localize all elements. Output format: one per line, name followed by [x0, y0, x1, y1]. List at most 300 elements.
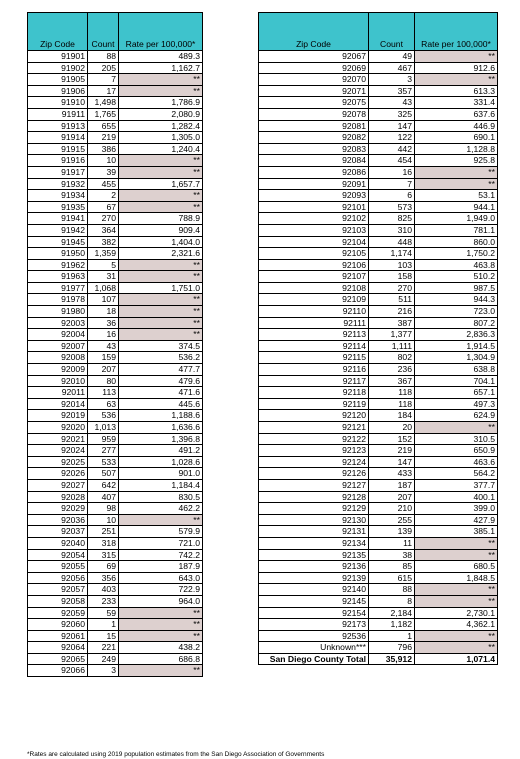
table-row [259, 120, 498, 132]
table-row [28, 352, 203, 364]
zip-cell: 92070 [259, 74, 369, 86]
rate-cell: 399.0 [415, 503, 498, 515]
rate-cell: 637.6 [415, 108, 498, 120]
table-row [259, 607, 498, 619]
zip-cell: 91962 [28, 259, 88, 271]
zip-cell: 92029 [28, 503, 88, 515]
count-cell: 454 [369, 155, 415, 167]
table-row [259, 85, 498, 97]
count-cell: 43 [369, 97, 415, 109]
count-cell: 367 [369, 375, 415, 387]
count-cell: 49 [369, 51, 415, 63]
zip-cell: 92086 [259, 166, 369, 178]
count-cell: 36 [88, 317, 119, 329]
table-row [28, 248, 203, 260]
rate-cell: ** [119, 665, 203, 677]
count-cell: 959 [88, 433, 119, 445]
zip-cell: 92011 [28, 387, 88, 399]
zip-cell: 92037 [28, 526, 88, 538]
zip-cell: 92154 [259, 607, 369, 619]
count-cell: 1,765 [88, 108, 119, 120]
zip-cell: 92060 [28, 619, 88, 631]
rate-cell: 463.6 [415, 456, 498, 468]
rate-cell: 510.2 [415, 271, 498, 283]
count-cell: 147 [369, 120, 415, 132]
rate-cell: ** [415, 595, 498, 607]
count-cell: 825 [369, 213, 415, 225]
count-cell: 17 [88, 85, 119, 97]
table-row [28, 306, 203, 318]
zip-cell: 91911 [28, 108, 88, 120]
table-row [259, 74, 498, 86]
zip-cell: 92083 [259, 143, 369, 155]
count-cell: 3 [88, 665, 119, 677]
zip-cell: 92084 [259, 155, 369, 167]
table-row [28, 166, 203, 178]
rate-cell: 1,657.7 [119, 178, 203, 190]
rate-cell: 445.6 [119, 398, 203, 410]
zip-cell: 92120 [259, 410, 369, 422]
count-cell: 113 [88, 387, 119, 399]
zip-cell: 92010 [28, 375, 88, 387]
table-row [28, 584, 203, 596]
zip-code-header: Zip Code [259, 13, 369, 51]
zip-cell: 92003 [28, 317, 88, 329]
zip-cell: 92173 [259, 619, 369, 631]
rate-cell: 1,028.6 [119, 456, 203, 468]
count-cell: 210 [369, 503, 415, 515]
table-row [28, 74, 203, 86]
table-row [28, 526, 203, 538]
table-row [28, 224, 203, 236]
table-row [259, 178, 498, 190]
rate-cell: 704.1 [415, 375, 498, 387]
zip-cell: 91914 [28, 132, 88, 144]
count-cell: 122 [369, 132, 415, 144]
zip-cell: 91977 [28, 282, 88, 294]
table-row [28, 456, 203, 468]
count-cell: 433 [369, 468, 415, 480]
rate-cell: 901.0 [119, 468, 203, 480]
table-row [259, 108, 498, 120]
count-cell: 533 [88, 456, 119, 468]
table-row [28, 62, 203, 74]
table-row [259, 584, 498, 596]
count-cell: 158 [369, 271, 415, 283]
rate-cell: ** [415, 51, 498, 63]
table-row [259, 329, 498, 341]
zip-cell: 92057 [28, 584, 88, 596]
zip-cell: 92025 [28, 456, 88, 468]
rate-cell: 944.3 [415, 294, 498, 306]
table-row [259, 387, 498, 399]
table-row [28, 236, 203, 248]
zip-cell: 92126 [259, 468, 369, 480]
rate-cell: ** [415, 549, 498, 561]
zip-cell: 92069 [259, 62, 369, 74]
zip-cell: 92103 [259, 224, 369, 236]
rate-cell: 690.1 [415, 132, 498, 144]
zip-cell: 92040 [28, 537, 88, 549]
table-row [259, 549, 498, 561]
table-row [28, 619, 203, 631]
table-row [259, 306, 498, 318]
zip-cell: 92134 [259, 537, 369, 549]
count-cell: 147 [369, 456, 415, 468]
table-row [259, 526, 498, 538]
count-cell: 1,013 [88, 422, 119, 434]
count-cell: 1,359 [88, 248, 119, 260]
count-cell: 1,377 [369, 329, 415, 341]
rate-cell: 721.0 [119, 537, 203, 549]
count-cell: 11 [369, 537, 415, 549]
table-row [28, 642, 203, 654]
rate-cell: 1,305.0 [119, 132, 203, 144]
zip-cell: 92118 [259, 387, 369, 399]
count-header: Count [369, 13, 415, 51]
zip-cell: 92102 [259, 213, 369, 225]
rate-cell: 788.9 [119, 213, 203, 225]
table-row [259, 468, 498, 480]
zip-cell: 92139 [259, 572, 369, 584]
rate-cell: ** [119, 155, 203, 167]
rate-cell: 491.2 [119, 445, 203, 457]
zip-cell: 91916 [28, 155, 88, 167]
count-cell: 7 [88, 74, 119, 86]
zip-cell: 92059 [28, 607, 88, 619]
rate-cell: 722.9 [119, 584, 203, 596]
count-cell: 18 [88, 306, 119, 318]
zip-cell: 92122 [259, 433, 369, 445]
rate-cell: ** [119, 259, 203, 271]
rate-cell: 830.5 [119, 491, 203, 503]
rate-cell: ** [119, 294, 203, 306]
rate-cell: 964.0 [119, 595, 203, 607]
zip-cell: 92113 [259, 329, 369, 341]
table-row [28, 85, 203, 97]
zip-cell: 91905 [28, 74, 88, 86]
header-row [28, 13, 203, 51]
rate-cell: ** [415, 74, 498, 86]
table-row [28, 607, 203, 619]
table-row [259, 445, 498, 457]
count-cell: 236 [369, 364, 415, 376]
rate-cell: 686.8 [119, 653, 203, 665]
zip-cell: 92082 [259, 132, 369, 144]
rate-cell: 4,362.1 [415, 619, 498, 631]
count-cell: 63 [88, 398, 119, 410]
rate-cell: 657.1 [415, 387, 498, 399]
zip-cell: 91910 [28, 97, 88, 109]
zip-cell: 92054 [28, 549, 88, 561]
table-row [28, 340, 203, 352]
table-row [259, 352, 498, 364]
zip-cell: 91963 [28, 271, 88, 283]
count-cell: 103 [369, 259, 415, 271]
table-row [28, 491, 203, 503]
rate-cell: ** [415, 537, 498, 549]
table-row [259, 410, 498, 422]
zip-cell: 92140 [259, 584, 369, 596]
rate-cell: 723.0 [415, 306, 498, 318]
table-row [28, 364, 203, 376]
zip-cell: 92108 [259, 282, 369, 294]
rate-cell: ** [415, 630, 498, 642]
zip-cell: 91945 [28, 236, 88, 248]
count-cell: 507 [88, 468, 119, 480]
zip-cell: 91906 [28, 85, 88, 97]
count-cell: 107 [88, 294, 119, 306]
left-zip-table [27, 12, 203, 677]
table-row [259, 340, 498, 352]
table-row [28, 294, 203, 306]
table-row [259, 294, 498, 306]
rate-cell: 987.5 [415, 282, 498, 294]
table-row [28, 132, 203, 144]
count-cell: 69 [88, 561, 119, 573]
table-row [259, 51, 498, 63]
count-cell: 10 [88, 155, 119, 167]
table-row [28, 120, 203, 132]
zip-cell: 92028 [28, 491, 88, 503]
rate-cell: ** [119, 271, 203, 283]
table-row [259, 282, 498, 294]
table-row [259, 190, 498, 202]
rate-cell: 1,750.2 [415, 248, 498, 260]
count-cell: 796 [369, 642, 415, 654]
rate-header: Rate per 100,000* [415, 13, 498, 51]
rate-cell: 53.1 [415, 190, 498, 202]
rate-cell: 925.8 [415, 155, 498, 167]
rate-cell: ** [415, 166, 498, 178]
table-row [259, 630, 498, 642]
table-row [28, 468, 203, 480]
table-row [28, 630, 203, 642]
zip-cell: 92055 [28, 561, 88, 573]
zip-cell: 92058 [28, 595, 88, 607]
zip-cell: 92123 [259, 445, 369, 457]
rate-cell: 479.6 [119, 375, 203, 387]
table-row [259, 479, 498, 491]
count-cell: 219 [88, 132, 119, 144]
right-zip-table [258, 12, 498, 665]
zip-cell: 92009 [28, 364, 88, 376]
count-cell: 467 [369, 62, 415, 74]
table-row [28, 329, 203, 341]
rate-cell: 1,786.9 [119, 97, 203, 109]
zip-cell: 92026 [28, 468, 88, 480]
table-row [259, 653, 498, 665]
zip-cell: 92007 [28, 340, 88, 352]
rate-cell: 1,240.4 [119, 143, 203, 155]
rate-cell: 2,321.6 [119, 248, 203, 260]
table-row [259, 213, 498, 225]
rate-cell: 489.3 [119, 51, 203, 63]
zip-cell: 92020 [28, 422, 88, 434]
table-row [259, 259, 498, 271]
table-row [28, 653, 203, 665]
rate-cell: 1,404.0 [119, 236, 203, 248]
zip-cell: 92106 [259, 259, 369, 271]
count-cell: 442 [369, 143, 415, 155]
zip-cell: 91950 [28, 248, 88, 260]
rate-cell: 331.4 [415, 97, 498, 109]
count-cell: 2 [88, 190, 119, 202]
count-cell: 67 [88, 201, 119, 213]
rate-cell: ** [119, 85, 203, 97]
rate-cell: 1,914.5 [415, 340, 498, 352]
rate-cell: ** [119, 514, 203, 526]
table-row [28, 97, 203, 109]
table-row [28, 503, 203, 515]
rate-cell: 1,162.7 [119, 62, 203, 74]
count-cell: 573 [369, 201, 415, 213]
count-cell: 1,498 [88, 97, 119, 109]
header-row [259, 13, 498, 51]
zip-cell: 91934 [28, 190, 88, 202]
table-row [28, 445, 203, 457]
count-cell: 85 [369, 561, 415, 573]
table-row [28, 190, 203, 202]
count-cell: 233 [88, 595, 119, 607]
table-row [28, 549, 203, 561]
table-row [28, 51, 203, 63]
rate-cell: 1,751.0 [119, 282, 203, 294]
zip-cell: Unknown*** [259, 642, 369, 654]
rate-cell: ** [119, 317, 203, 329]
count-cell: 310 [369, 224, 415, 236]
zip-cell: 91935 [28, 201, 88, 213]
table-row [259, 155, 498, 167]
count-cell: 184 [369, 410, 415, 422]
count-cell: 1,174 [369, 248, 415, 260]
zip-cell: 91917 [28, 166, 88, 178]
table-row [259, 97, 498, 109]
zip-cell: 92008 [28, 352, 88, 364]
count-cell: 187 [369, 479, 415, 491]
rate-cell: ** [415, 584, 498, 596]
zip-cell: San Diego County Total [259, 653, 369, 665]
count-cell: 642 [88, 479, 119, 491]
table-row [28, 282, 203, 294]
rate-cell: 1,071.4 [415, 653, 498, 665]
zip-cell: 92061 [28, 630, 88, 642]
count-cell: 139 [369, 526, 415, 538]
count-cell: 455 [88, 178, 119, 190]
rate-cell: 463.8 [415, 259, 498, 271]
count-cell: 205 [88, 62, 119, 74]
rate-cell: 497.3 [415, 398, 498, 410]
rate-cell: 1,396.8 [119, 433, 203, 445]
rate-cell: 374.5 [119, 340, 203, 352]
count-cell: 386 [88, 143, 119, 155]
rate-cell: 742.2 [119, 549, 203, 561]
zip-cell: 92091 [259, 178, 369, 190]
table-row [259, 62, 498, 74]
table-row [259, 224, 498, 236]
count-cell: 8 [369, 595, 415, 607]
count-cell: 221 [88, 642, 119, 654]
zip-cell: 92145 [259, 595, 369, 607]
table-row [259, 561, 498, 573]
count-cell: 382 [88, 236, 119, 248]
table-row [28, 595, 203, 607]
rate-cell: ** [119, 306, 203, 318]
table-row [28, 537, 203, 549]
count-cell: 1,111 [369, 340, 415, 352]
zip-code-header: Zip Code [28, 13, 88, 51]
count-cell: 118 [369, 398, 415, 410]
table-row [28, 178, 203, 190]
rate-cell: ** [415, 178, 498, 190]
zip-cell: 92066 [28, 665, 88, 677]
rate-cell: 1,282.4 [119, 120, 203, 132]
zip-cell: 92128 [259, 491, 369, 503]
count-header: Count [88, 13, 119, 51]
zip-cell: 92115 [259, 352, 369, 364]
zip-cell: 91980 [28, 306, 88, 318]
count-cell: 1,068 [88, 282, 119, 294]
zip-cell: 92121 [259, 422, 369, 434]
count-cell: 98 [88, 503, 119, 515]
count-cell: 10 [88, 514, 119, 526]
table-row [28, 479, 203, 491]
table-row [259, 364, 498, 376]
table-row [28, 561, 203, 573]
count-cell: 43 [88, 340, 119, 352]
count-cell: 403 [88, 584, 119, 596]
rate-cell: 781.1 [415, 224, 498, 236]
count-cell: 207 [369, 491, 415, 503]
count-cell: 615 [369, 572, 415, 584]
rate-cell: 427.9 [415, 514, 498, 526]
count-cell: 655 [88, 120, 119, 132]
table-row [259, 537, 498, 549]
rate-cell: 446.9 [415, 120, 498, 132]
table-row [259, 248, 498, 260]
table-row [259, 422, 498, 434]
rate-cell: 1,304.9 [415, 352, 498, 364]
zip-cell: 92135 [259, 549, 369, 561]
count-cell: 448 [369, 236, 415, 248]
rate-cell: 471.6 [119, 387, 203, 399]
count-cell: 511 [369, 294, 415, 306]
count-cell: 536 [88, 410, 119, 422]
zip-cell: 91932 [28, 178, 88, 190]
count-cell: 59 [88, 607, 119, 619]
table-row [28, 410, 203, 422]
zip-cell: 92104 [259, 236, 369, 248]
rate-cell: 400.1 [415, 491, 498, 503]
zip-cell: 92021 [28, 433, 88, 445]
zip-cell: 92093 [259, 190, 369, 202]
rate-header: Rate per 100,000* [119, 13, 203, 51]
table-row [259, 271, 498, 283]
count-cell: 1 [369, 630, 415, 642]
rate-cell: 310.5 [415, 433, 498, 445]
count-cell: 5 [88, 259, 119, 271]
rate-cell: 1,636.6 [119, 422, 203, 434]
rate-cell: ** [119, 166, 203, 178]
count-cell: 356 [88, 572, 119, 584]
rate-cell: 187.9 [119, 561, 203, 573]
count-cell: 251 [88, 526, 119, 538]
zip-cell: 92124 [259, 456, 369, 468]
table-row [28, 259, 203, 271]
count-cell: 3 [369, 74, 415, 86]
rate-cell: 1,848.5 [415, 572, 498, 584]
table-row [259, 132, 498, 144]
